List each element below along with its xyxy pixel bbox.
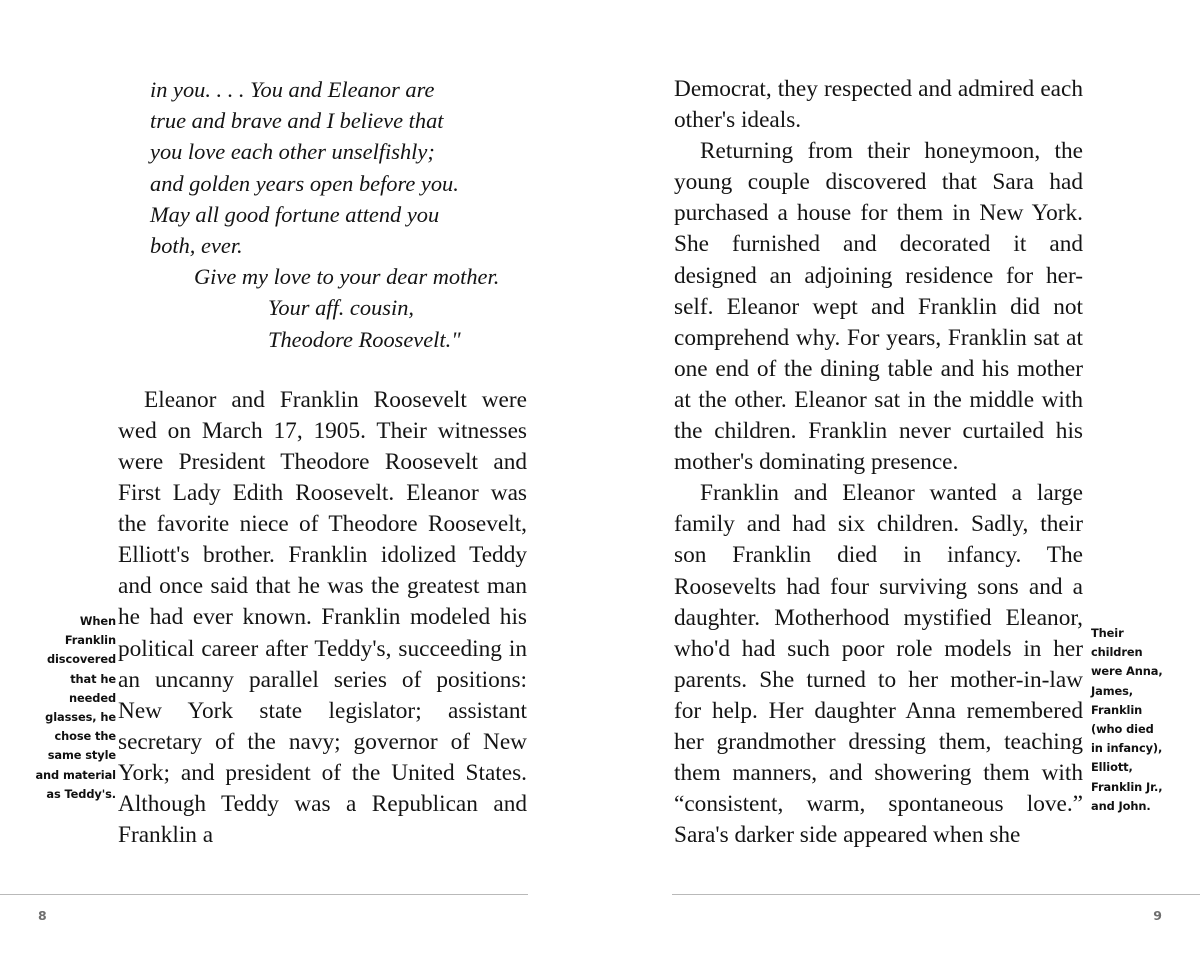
margin-note-line: (who died bbox=[1091, 722, 1154, 737]
margin-note-line: Franklin bbox=[64, 633, 116, 648]
quote-closing-line: Give my love to your dear mother. bbox=[194, 264, 500, 290]
quote-line: and golden years open before you. bbox=[150, 170, 459, 196]
body-paragraph: Franklin and Eleanor wanted a large family and had six children. Sadly, their son Franklin died in infancy. The Roosevelts had four surviving sons and a daughter. Motherhood mystified Eleanor, who'd had such poor role models in her parents. She turned to her mother-in-law for help. Her daughter Anna remembered her grandmother dressing them, teaching them manners, and showering them with “consistent, warm, spontaneous love.” Sara's darker side appeared when she bbox=[674, 480, 1083, 849]
footer-rule-left bbox=[0, 894, 528, 895]
page-right bbox=[600, 0, 1200, 975]
margin-note-right bbox=[1091, 624, 1177, 816]
page-number-right: 9 bbox=[1153, 908, 1162, 923]
quote-line: true and brave and I believe that bbox=[150, 108, 444, 134]
body-paragraph: Returning from their honeymoon, the young couple discovered that Sara had purchased a house for them in New York. She furnished and decorated it and designed an adjoining residence for her-self. Eleanor wept and Franklin did not comprehend why. For years, Franklin sat at one end of the dining table and his mother at the other. Eleanor sat in the middle with the children. Franklin never curtailed his mother's dominating presence. bbox=[674, 138, 1083, 476]
quote-line: both, ever. bbox=[150, 233, 243, 259]
quote-line: May all good fortune attend you bbox=[150, 201, 440, 227]
page-number-left: 8 bbox=[38, 908, 47, 923]
quote-line: in you. . . . You and Eleanor are bbox=[150, 77, 435, 102]
left-column-text bbox=[118, 74, 527, 851]
margin-note-line: Their bbox=[1091, 626, 1124, 640]
quote-closing-line: Your aff. cousin, bbox=[268, 295, 414, 321]
margin-note-line: as Teddy's. bbox=[46, 786, 116, 801]
margin-note-line: glasses, he bbox=[45, 710, 116, 725]
margin-note-left bbox=[34, 612, 116, 804]
margin-note-line: Franklin Jr., bbox=[1091, 779, 1163, 794]
block-quote bbox=[118, 74, 527, 355]
margin-note-line: When bbox=[79, 614, 116, 628]
quote-signature: Theodore Roosevelt." bbox=[268, 326, 461, 352]
footer-rule-right bbox=[672, 894, 1200, 895]
margin-note-line: Franklin bbox=[1091, 702, 1143, 717]
margin-note-line: and John. bbox=[1091, 798, 1151, 813]
margin-note-line: discovered bbox=[46, 652, 116, 667]
margin-note-line: were Anna, bbox=[1091, 664, 1163, 679]
margin-note-line: same style bbox=[47, 748, 116, 763]
margin-note-line: James, bbox=[1091, 683, 1134, 698]
body-paragraph: Eleanor and Franklin Roosevelt were wed on March 17, 1905. Their witnesses were President Theodore Roosevelt and First Lady Edith Roosevelt. Eleanor was the favorite niece of Theodore Roosevelt, Elliott's brother. Franklin idolized Teddy and once said that he was the greatest man he had ever known. Franklin modeled his political career after Teddy's, succeeding in an uncanny parallel series of positions: New York state legislator; assistant secretary of the navy; governor of New York; and president of the United States. Although Teddy was a Republican and Franklin a bbox=[118, 386, 527, 849]
margin-note-line: Elliott, bbox=[1091, 760, 1133, 775]
margin-note-line: needed bbox=[69, 690, 116, 705]
body-paragraph: Democrat, they respected and admired each other's ideals. bbox=[674, 76, 1083, 134]
margin-note-line: that he bbox=[70, 671, 116, 686]
right-column-text bbox=[674, 74, 1083, 851]
margin-note-line: in infancy), bbox=[1091, 741, 1163, 756]
margin-note-line: and material bbox=[35, 767, 116, 782]
quote-line: you love each other unselfishly; bbox=[150, 139, 435, 165]
margin-note-line: chose the bbox=[54, 729, 116, 744]
margin-note-line: children bbox=[1091, 645, 1143, 660]
